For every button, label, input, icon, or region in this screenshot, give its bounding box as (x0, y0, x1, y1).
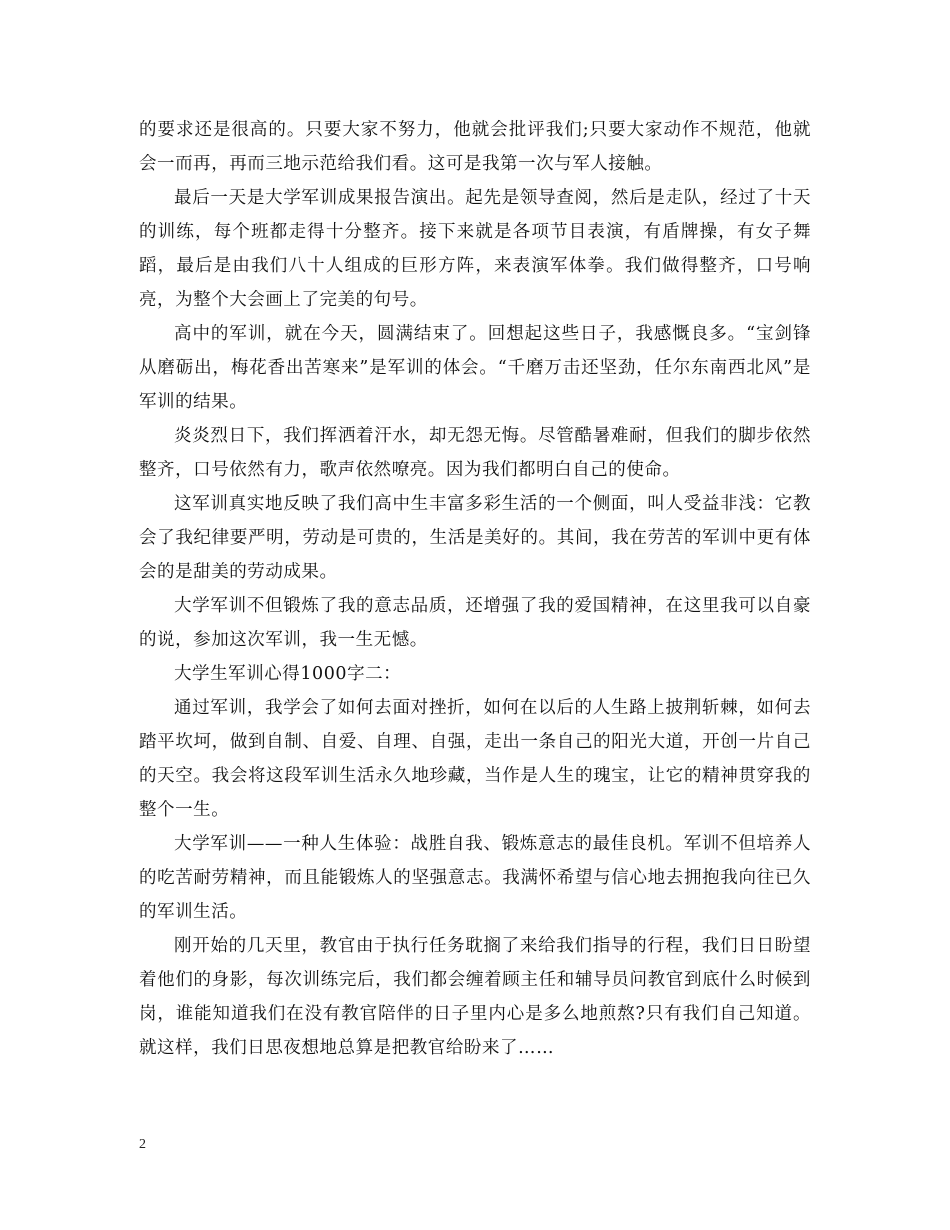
paragraph-reflection: 这军训真实地反映了我们高中生丰富多彩生活的一个侧面，叫人受益非浅：它教会了我纪律要严明，劳动是可贵的，生活是美好的。其间，我在劳苦的军训中更有体会的是甜美的劳动成果。 (139, 494, 811, 582)
paragraph-waiting: 刚开始的几天里，教官由于执行任务耽搁了来给我们指导的行程，我们日日盼望着他们的身影，每次训练完后，我们都会缠着顾主任和辅导员问教官到底什么时候到岗，谁能知道我们在没有教官陪伴的日子里内心是多么地煎熬?只有我们自己知道。就这样，我们日思夜想地总算是把教官给盼来了…… (139, 936, 811, 1058)
page-number: 2 (139, 1137, 146, 1152)
paragraph-training-ended: 高中的军训，就在今天，圆满结束了。回想起这些日子，我感慨良多。“宝剑锋从磨砺出，梅花香出苦寒来”是军训的体会。“千磨万击还坚劲，任尔东南西北风”是军训的结果。 (139, 324, 811, 412)
paragraph-hot-sun: 炎炎烈日下，我们挥洒着汗水，却无怨无悔。尽管酷暑难耐，但我们的脚步依然整齐，口号依然有力，歌声依然嘹亮。因为我们都明白自己的使命。 (139, 426, 811, 480)
section-heading: 大学生军训心得1000字二： (174, 664, 402, 684)
document-body (139, 113, 811, 1065)
paragraph-experience: 大学军训——一种人生体验：战胜自我、锻炼意志的最佳良机。军训不但培养人的吃苦耐劳精神，而且能锻炼人的坚强意志。我满怀希望与信心地去拥抱我向往已久的军训生活。 (139, 834, 811, 922)
paragraph-final-day: 最后一天是大学军训成果报告演出。起先是领导查阅，然后是走队，经过了十天的训练，每个班都走得十分整齐。接下来就是各项节目表演，有盾牌操，有女子舞蹈，最后是由我们八十人组成的巨形方阵，来表演军体拳。我们做得整齐，口号响亮，为整个大会画上了完美的句号。 (139, 188, 811, 310)
paragraph-continuation: 的要求还是很高的。只要大家不努力，他就会批评我们;只要大家动作不规范，他就会一而再，再而三地示范给我们看。这可是我第一次与军人接触。 (139, 120, 811, 174)
paragraph-patriotism: 大学军训不但锻炼了我的意志品质，还增强了我的爱国精神，在这里我可以自豪的说，参加这次军训，我一生无憾。 (139, 596, 811, 650)
paragraph-lessons: 通过军训，我学会了如何去面对挫折，如何在以后的人生路上披荆斩棘，如何去踏平坎坷，做到自制、自爱、自理、自强，走出一条自己的阳光大道，开创一片自己的天空。我会将这段军训生活永久地珍藏，当作是人生的瑰宝，让它的精神贯穿我的整个一生。 (139, 698, 811, 820)
